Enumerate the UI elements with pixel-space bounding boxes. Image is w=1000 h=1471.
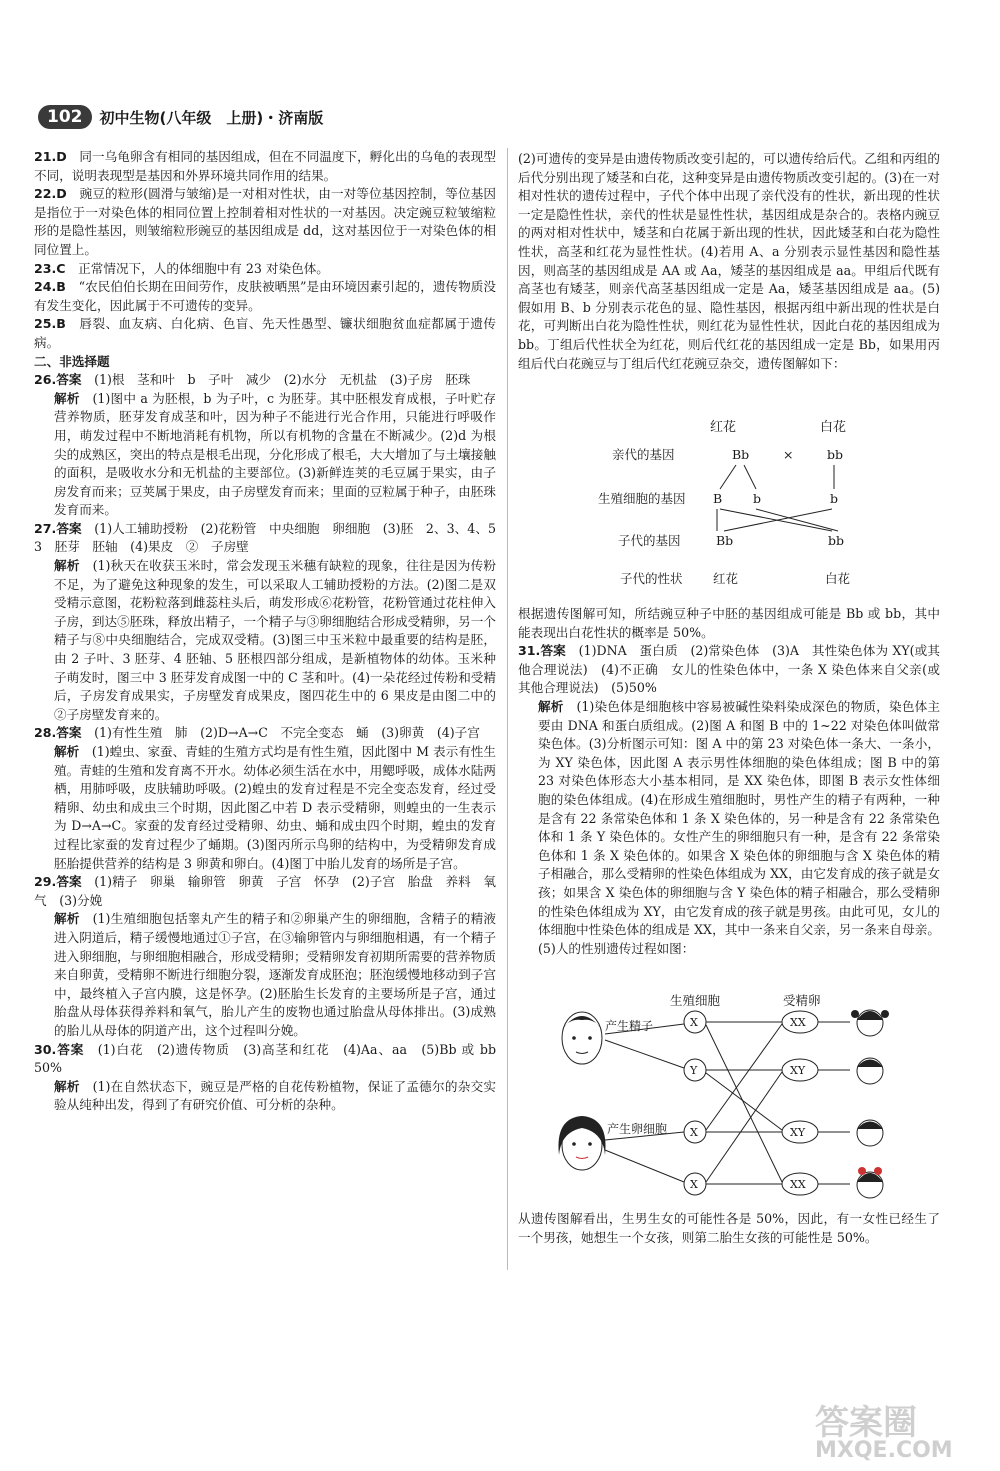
zygote-1: XX [790,1016,806,1029]
watermark-url: MXQE.COM [815,1438,953,1463]
zygote-2: XY [790,1064,806,1077]
gamete-b-1: b [753,491,762,506]
explanation-text: (1)染色体是细胞核中容易被碱性染料染成深色的物质，染色体主要由 DNA 和蛋白质组成。(2)图 A 和图 B 中的 1~22 对染色体叫做常染色体。(3)分析图示可知：图 A 中的第 23 对染色体一条大、一条小，为 XY 染色体，因此图 A 表示男性体细胞的染色体组成；图 B 中的第 23 对染色体形态大小基本相同，是 XX 染色体，即图 B 表示女性体细胞的染色体组成。(4)在形成生殖细胞时，男性产生的精子有两种，一种是含有 22 条常染色体和 1 条 X 染色体的，另一种是含有 22 条常染色体和 1 条 Y 染色体的。女性产生的卵细胞只有一种，是含有 22 条常染色体和 1 条 X 染色体的。如果含 X 染色体的卵细胞与含 X 染色体的精子相融合，那么受精卵的性染色体组成为 XX，由它发育成的孩子就是女孩；如果含 X 染色体的卵细胞与含 Y 染色体的精子相融合，那么受精卵的性染色体组成为 XY，由它发育成的孩子就是男孩。由此可见，女儿的体细胞中性染色体的组成是 XX，其中一条来自父亲，另一条来自母亲。(5)人的性别遗传过程如图： [538,698,941,956]
gamete-2: Y [690,1064,698,1077]
parent-1-genotype: Bb [732,447,750,462]
question-27-explanation [34,557,496,724]
left-column [34,148,509,1115]
question-26-explanation [34,390,496,520]
sperm-label: 产生精子 [605,1019,654,1033]
question-28-answer [34,724,496,743]
answer-label: 26.答案 [34,372,82,388]
explanation-text: (1)秋天在收获玉米时，常会发现玉米穗有缺粒的现象，往往是因为传粉不足，为了避免这种现象的发生，可以采取人工辅助授粉的方法。(2)图二是双受精示意图，花粉粒落到雌蕊柱头后，萌发形成⑥花粉管，花粉管通过花柱伸入子房，到达⑤胚珠，释放出精子，一个精子与③卵细胞结合形成受精卵，另一个精子与⑧中央细胞结合，完成双受精。(3)图三中玉米粒中最重要的结构是胚，由 2 子叶、3 胚芽、4 胚轴、5 胚根四部分组成，是新植物体的幼体。玉米种子萌发时，图三中 3 胚芽发育成图一中的 C 茎和叶。(4)一朵花经过传粉和受精后，子房发育成果实，子房壁发育成果皮，图四花生中的 6 果皮是由图二中的②子房壁发育来的。 [54,558,497,722]
answer-label: 30.答案 [34,1041,85,1057]
child-girl-icon-2 [857,1167,883,1198]
gamete-genotype-label: 生殖细胞的基因 [598,491,686,506]
gamete-3: X [690,1126,698,1139]
answer-label: 27.答案 [34,520,82,536]
egg-label: 产生卵细胞 [607,1122,668,1136]
question-28-explanation [34,743,496,873]
question-number: 25.B [34,316,66,332]
zygote-4: XX [790,1178,806,1191]
explanation-label: 解析 [538,698,564,714]
gamete-4: X [690,1178,698,1191]
question-text: 同一乌龟卵含有相同的基因组成，但在不同温度下，孵化出的乌龟的表现型不同，说明表现型是基因和外界环境共同作用的结果。 [34,149,497,183]
cross-arrows [717,465,838,531]
explanation-text: (1)蝗虫、家蚕、青蛙的生殖方式均是有性生殖，因此图中 M 表示有性生殖。青蛙的生殖和发育离不开水。幼体必须生活在水中，用鳃呼吸，成体水陆两栖，用肺呼吸，皮肤辅助呼吸。(2)蝗虫的发育过程是不完全变态发育，经过受精卵、幼虫和成虫三个时期，因此图乙中若 D 表示受精卵，则蝗虫的一生表示为 D→A→C。家蚕的发育经过受精卵、幼虫、蛹和成虫四个时期，蝗虫的发育过程比家蚕的发育过程少了蛹期。(3)图丙所示鸟卵的结构中，为受精卵发育成胚胎提供营养的结构是 3 卵黄和卵白。(4)图丁中胎儿发育的场所是子宫。 [54,744,496,871]
explanation-label: 解析 [54,390,80,406]
sex-arrows [605,1022,850,1184]
question-number: 24.B [34,279,66,295]
gamete-b-2: b [830,491,839,506]
question-number: 21.D [34,149,67,164]
question-24 [34,278,496,315]
answer-label: 28.答案 [34,725,82,741]
child-boy-icon-1 [857,1058,883,1084]
child-boy-icon-2 [857,1120,883,1146]
right-column-lower [518,605,940,958]
question-22 [34,185,496,259]
right-column-conclusion [518,1210,940,1247]
question-31-explanation [518,698,940,958]
question-30-explanation [34,1078,496,1115]
question-30-conclusion: 根据遗传图解可知，所结豌豆种子中胚的基因组成可能是 Bb 或 bb，其中能表现出白花性状的概率是 50%。 [518,606,940,640]
answer-label: 31.答案 [518,643,566,659]
cross-symbol: × [783,447,794,462]
parent-genotype-label: 亲代的基因 [612,447,675,462]
explanation-label: 解析 [54,1078,80,1094]
explanation-text: (1)生殖细胞包括睾丸产生的精子和②卵巢产生的卵细胞，含精子的精液进入阴道后，精子缓慢地通过①子宫，在③输卵管内与卵细胞相遇，有一个精子进入卵细胞，与卵细胞相融合，形成受精卵；受精卵发育初期所需要的营养物质来自卵黄，受精卵不断进行细胞分裂，逐渐发育成胚泡；胚泡缓慢地移动到子宫中，最终植入子宫内膜，这是怀孕。(2)胚胎生长发育的主要场所是子宫，通过胎盘从母体获得养料和氧气，胎儿产生的废物也通过胎盘从母体排出。(3)成熟的胎儿从母体的阴道产出，这个过程叫分娩。 [54,911,497,1038]
child-genotype-1: Bb [716,533,734,548]
child-trait-1: 红花 [713,571,739,586]
parent-2-genotype: bb [827,447,844,462]
explanation-label: 解析 [54,744,80,759]
gamete-B: B [713,491,723,506]
mother-face-icon [558,1116,605,1170]
question-21 [34,148,496,185]
answer-text: (1)人工辅助授粉 (2)花粉管 中央细胞 卵细胞 (3)胚 2、3、4、5 3 胚芽 胚轴 (4)果皮 ② 子房壁 [34,520,509,555]
book-title: 初中生物(八年级 上册)・济南版 [99,108,324,127]
child-girl-icon-1 [851,1010,889,1036]
question-29-explanation [34,910,496,1040]
question-30-explanation-continued: (2)可遗传的变异是由遗传物质改变引起的，可以遗传给后代。乙组和丙组的后代分别出现了矮茎和白花，这种变异是由遗传物质改变引起的。(3)在一对相对性状的遗传过程中，子代个体中出现了亲代没有的性状，新出现的性状一定是隐性性状，亲代的性状是显性性状，基因组成是杂合的。表格内豌豆的两对相对性状中，矮茎和白花属于新出现的性状，因此矮茎和白花为隐性性状，高茎和红花为显性性状。(4)若用 A、a 分别表示显性基因和隐性基因，则高茎的基因组成是 AA 或 Aa，矮茎的基因组成是 aa。甲组后代既有高茎也有矮茎，则亲代高茎基因组成一定是 Aa，矮茎基因组成是 aa。(5)假如用 B、b 分别表示花色的显、隐性基因，根据丙组中新出现的性状是白花，可判断出白花为隐性性状，则红花为显性性状，因此白花的基因组成为 bb。丁组后代性状全为红花，则后代红花的基因组成一定是 Bb，如果用丙组后代白花豌豆与丁组后代红花豌豆杂交，遗传图解如下： [518,151,940,371]
father-face-icon [562,1012,602,1064]
answer-text: (1)白花 (2)遗传物质 (3)高茎和红花 (4)Aa、aa (5)Bb 或 bb 50% [34,1041,509,1076]
question-31-answer [518,642,940,698]
final-conclusion: 从遗传图解看出，生男生女的可能性各是 50%，因此，有一女性已经生了一个男孩，她想生一个女孩，则第二胎生女孩的可能性是 50%。 [518,1211,940,1245]
question-25 [34,315,496,352]
question-23 [34,260,496,279]
gamete-header: 生殖细胞 [670,993,721,1008]
sex-determination-diagram [545,990,945,1205]
watermark-brand: 答案圈 [815,1403,917,1443]
question-text: 唇裂、血友病、白化病、色盲、先天性愚型、镰状细胞贫血症都属于遗传病。 [34,316,497,350]
child-trait-label: 子代的性状 [620,571,683,586]
answer-text: (1)根 茎和叶 b 子叶 减少 (2)水分 无机盐 (3)子房 胚珠 [94,372,471,388]
child-genotype-label: 子代的基因 [618,533,681,548]
answer-text: (1)DNA 蛋白质 (2)常染色体 (3)A 其性染色体为 XY(或其他合理说法) (4)不正确 女儿的性染色体中，一条 X 染色体来自父亲(或其他合理说法) (5)50% [518,643,941,696]
explanation-label: 解析 [54,911,80,927]
question-text: “农民伯伯长期在田间劳作，皮肤被晒黑”是由环境因素引起的，遗传物质没有发生变化，因此属于不可遗传的变异。 [34,279,496,313]
question-26-answer [34,371,496,390]
cross-white-label: 白花 [820,420,847,435]
question-27-answer [34,520,509,557]
right-column [518,150,940,373]
question-text: 豌豆的粒形(圆滑与皱缩)是一对相对性状，由一对等位基因控制，等位基因是指位于一对染色体的相同位置上控制着相对性状的一对基因。决定豌豆粒皱缩粒形的是隐性基因，则皱缩粒形豌豆的基因组成是 dd，这对基因位于一对染色体的相同位置上。 [34,186,496,257]
explanation-text: (1)图中 a 为胚根，b 为子叶，c 为胚芽。其中胚根发育成根，子叶贮存营养物质，胚芽发育成茎和叶，因为种子不能进行光合作用，只能进行呼吸作用，萌发过程中不断地消耗有机物，所以有机物的含量在不断减少。(2)d 为根尖的成熟区，突出的特点是根毛出现，分化形成了根毛，大大增加了与土壤接触的面积，是吸收水分和无机盐的主要部位。(3)新鲜连荚的毛豆属于果实，由子房发育而来；豆荚属于果皮，由子房壁发育而来；里面的豆粒属于种子，由胚珠发育而来。 [54,390,496,518]
question-29-answer [34,873,496,910]
child-trait-2: 白花 [825,571,851,586]
genetic-cross-diagram [580,415,890,595]
page-number: 102 [38,105,92,129]
explanation-label: 解析 [54,558,80,574]
question-text: 正常情况下，人的体细胞中有 23 对染色体。 [78,260,329,276]
zygote-header: 受精卵 [783,993,821,1008]
question-number: 22.D [34,186,67,202]
zygote-3: XY [790,1126,806,1139]
answer-text: (1)有性生殖 肺 (2)D→A→C 不完全变态 蛹 (3)卵黄 (4)子宫 [94,725,480,741]
gamete-1: X [690,1016,698,1029]
answer-text: (1)精子 卵巢 输卵管 卵黄 子宫 怀孕 (2)子宫 胎盘 养料 氧气 (3)分娩 [34,874,496,908]
column-divider [507,148,508,1270]
page-header [38,104,323,130]
section-title: 二、非选择题 [34,353,110,369]
question-number: 23.C [34,260,66,276]
answer-label: 29.答案 [34,874,82,890]
explanation-text: (1)在自然状态下，豌豆是严格的自花传粉植物，保证了孟德尔的杂交实验从纯种出发，得到了有研究价值、可分析的杂种。 [54,1078,497,1113]
child-genotype-2: bb [828,533,845,548]
cross-red-label: 红花 [710,420,737,435]
question-30-answer [34,1041,509,1078]
